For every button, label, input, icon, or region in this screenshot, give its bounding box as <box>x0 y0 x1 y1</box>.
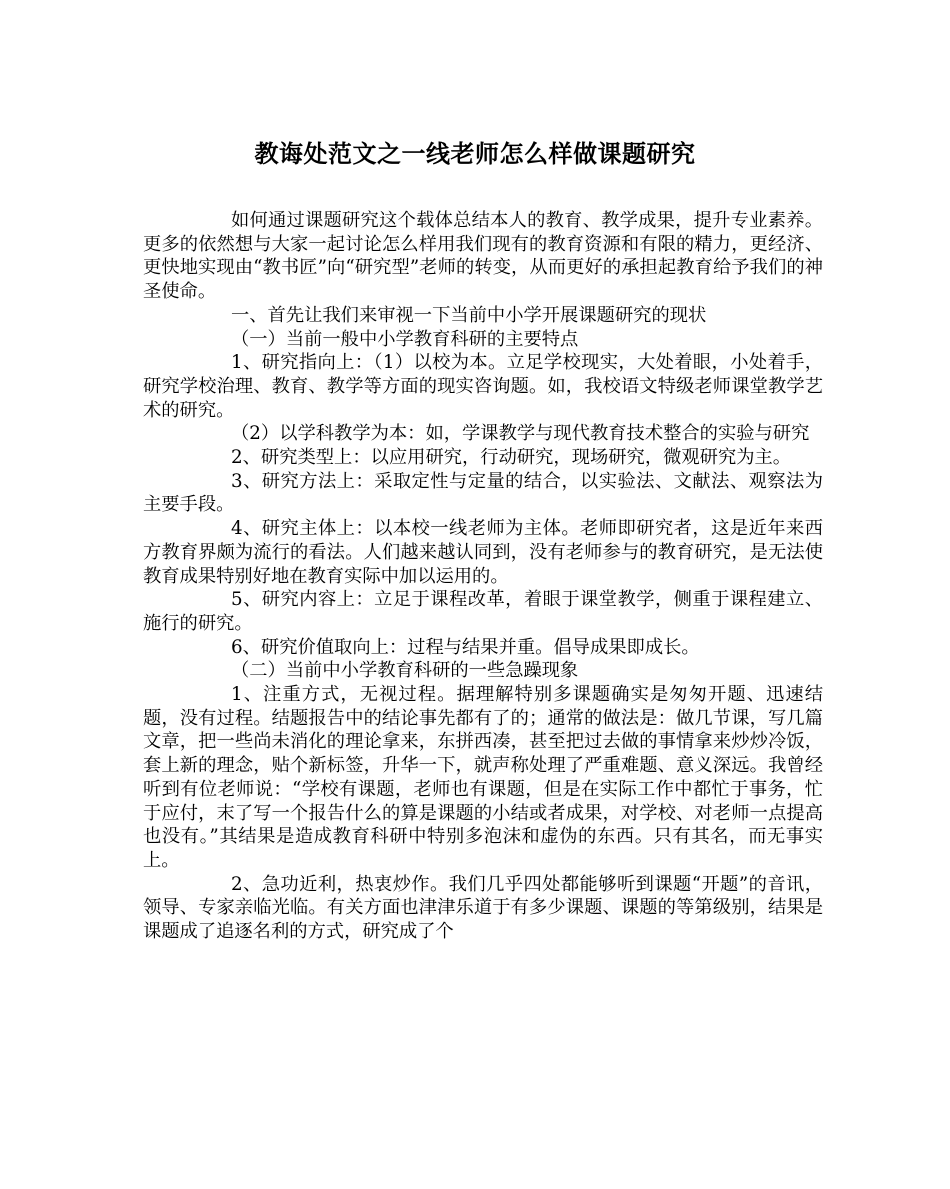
subsection-heading-1: （一）当前一般中小学教育科研的主要特点 <box>231 328 579 350</box>
document-body <box>143 209 823 944</box>
paragraph: 1、研究指向上：（1）以校为本。立足学校现实，大处着眼，小处着手，研究学校治理、教育、教学等方面的现实咨询题。如，我校语文特级老师课堂教学艺术的研究。 <box>143 352 823 421</box>
paragraph: 5、研究内容上：立足于课程改革，着眼于课堂教学，侧重于课程建立、施行的研究。 <box>143 589 823 634</box>
paragraph: 3、研究方法上：采取定性与定量的结合，以实验法、文献法、观察法为主要手段。 <box>143 470 823 516</box>
paragraph-intro: 如何通过课题研究这个载体总结本人的教育、教学成果，提升专业素养。更多的依然想与大家一起讨论怎么样用我们现有的教育资源和有限的精力，更经济、更快地实现由“教书匠”向“研究型”老师的转变，从而更好的承担起教育给予我们的神圣使命。 <box>143 210 823 303</box>
paragraph: 6、研究价值取向上：过程与结果并重。倡导成果即成长。 <box>231 636 700 658</box>
paragraph: （2）以学科教学为本：如，学课教学与现代教育技术整合的实验与研究 <box>231 423 810 445</box>
paragraph: 4、研究主体上：以本校一线老师为主体。老师即研究者，这是近年来西方教育界颇为流行的看法。人们越来越认同到，没有老师参与的教育研究，是无法使教育成果特别好地在教育实际中加以运用的。 <box>143 518 823 587</box>
paragraph: 2、急功近利，热衷炒作。我们几乎四处都能够听到课题“开题”的音讯，领导、专家亲临光临。有关方面也津津乐道于有多少课题、课题的等第级别，结果是课题成了追逐名利的方式，研究成了个 <box>143 873 823 943</box>
subsection-heading-2: （二）当前中小学教育科研的一些急躁现象 <box>231 660 579 682</box>
paragraph: 2、研究类型上：以应用研究，行动研究，现场研究，微观研究为主。 <box>231 447 792 469</box>
paragraph: 1、注重方式，无视过程。据理解特别多课题确实是匆匆开题、迅速结题，没有过程。结题报告中的结论事先都有了的；通常的做法是：做几节课，写几篇文章，把一些尚未消化的理论拿来，东拼西凑，甚至把过去做的事情拿来炒炒冷饭，套上新的理念，贴个新标签，升华一下，就声称处理了严重难题、意义深远。我曾经听到有位老师说：“学校有课题，老师也有课题，但是在实际工作中都忙于事务，忙于应付，末了写一个报告什么的算是课题的小结或者成果，对学校、对老师一点提高也没有。”其结果是造成教育科研中特别多泡沫和虚伪的东西。只有其名，而无事实上。 <box>143 684 823 871</box>
section-heading-1: 一、首先让我们来审视一下当前中小学开展课题研究的现状 <box>231 304 707 326</box>
document-title: 教诲处范文之一线老师怎么样做课题研究 <box>254 139 696 168</box>
